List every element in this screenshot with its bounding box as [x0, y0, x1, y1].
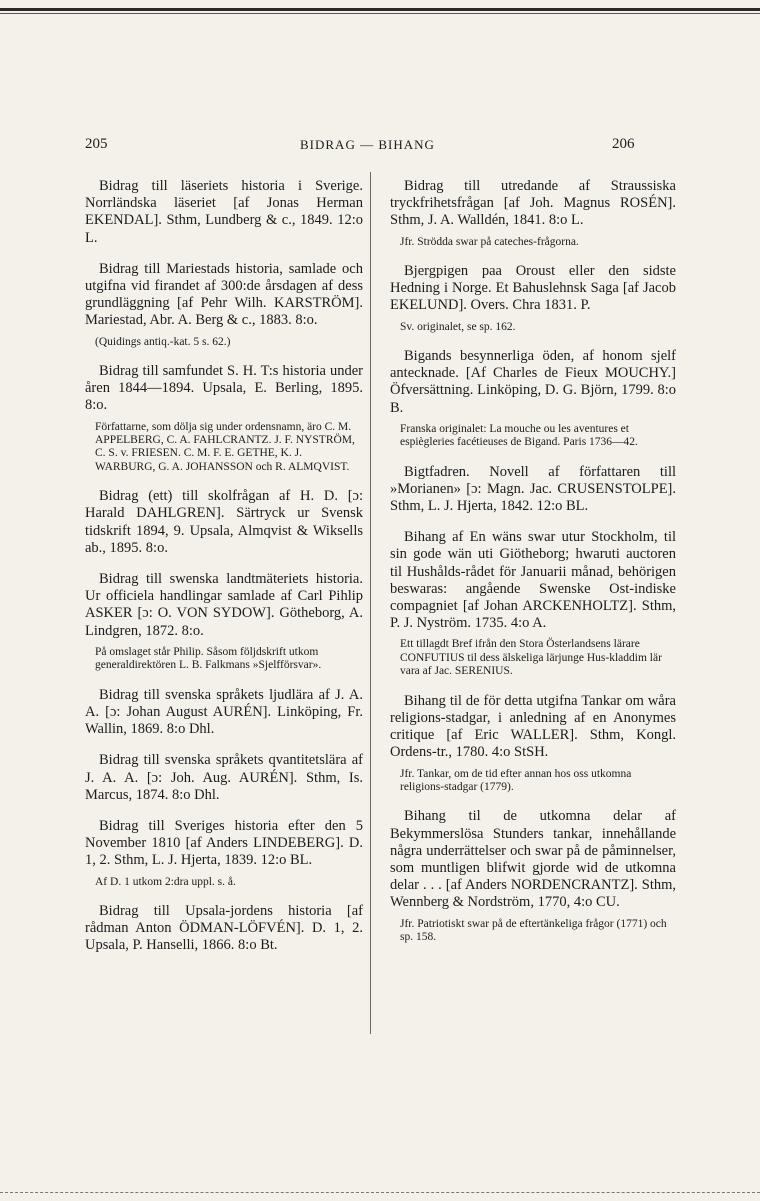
top-rule	[0, 8, 760, 11]
entry-text: Bidrag (ett) till skolfrågan af H. D. [ɔ: Harald DAHLGREN]. Särtryck ur Svensk tidskrift 1894, 9. Upsala, Almqvist & Wiksells ab., 1895. 8:o.	[85, 488, 363, 556]
entry-text: Bigtfadren. Novell af författaren till »Morianen» [ɔ: Magn. Jac. CRUSENSTOLPE]. Sthm, L. J. Hjerta, 1842. 12:o BL.	[390, 463, 676, 515]
bottom-rule	[0, 1192, 760, 1194]
entry-gap	[390, 450, 676, 464]
page-header	[0, 136, 760, 156]
entry-gap	[390, 515, 676, 529]
bibliography-entry	[390, 529, 676, 678]
bibliography-entry	[85, 178, 363, 247]
entry-gap	[85, 804, 363, 818]
running-title: BIDRAG — BIHANG	[300, 137, 435, 152]
bibliography-entry	[390, 464, 676, 516]
entry-gap	[85, 738, 363, 752]
entry-text: Bidrag till samfundet S. H. T:s historia under åren 1844—1894. Upsala, E. Berling, 1895. 8:o.	[85, 363, 363, 414]
bibliography-entry	[85, 752, 363, 804]
bibliography-entry	[390, 693, 676, 795]
entry-note: På omslaget står Philip. Såsom följdskrift utkom generaldirektören L. B. Falkmans »Sjelfförsvar».	[95, 645, 322, 672]
entry-note: (Quidings antiq.-kat. 5 s. 62.)	[95, 335, 231, 348]
entry-note: Författarne, som dölja sig under ordensnamn, äro C. M. APPELBERG, C. A. FAHLCRANTZ. J. F. NYSTRÖM, C. S. v. FRIESEN. C. M. F. E. GETHE, K. J. WARBURG, G. A. JOHANSSON och R. ALMQVIST.	[95, 420, 355, 473]
left-column	[85, 178, 363, 955]
entry-gap	[390, 794, 676, 808]
entry-gap	[85, 349, 363, 363]
bibliography-entry	[390, 178, 676, 249]
entry-note: Ett tillagdt Bref ifrån den Stora Österlandsens lärare CONFUTIUS til dess älskeliga lärjunge Hus-kladdim lär vara af Jac. SERENIUS.	[400, 638, 662, 678]
entry-gap	[85, 673, 363, 687]
bibliography-entry	[390, 263, 676, 334]
bibliography-entry	[390, 348, 676, 450]
entry-gap	[85, 557, 363, 571]
entry-gap	[85, 889, 363, 903]
bibliography-entry	[85, 818, 363, 889]
column-divider	[370, 172, 371, 1034]
bibliography-entry	[85, 571, 363, 673]
entry-text: Bidrag till Sveriges historia efter den 5 November 1810 [af Anders LINDEBERG]. D. 1, 2. Sthm, L. J. Hjerta, 1839. 12:o BL.	[85, 817, 363, 869]
right-column	[390, 178, 676, 944]
entry-text: Bihang af En wäns swar utur Stockholm, til sin gode wän uti Giötheborg; hwaruti auctoren til Hushålds-rådet för Januarii månad, behörigen beswaras: angående Swenske Ost-indiske compagniet [af Johan ARCKENHOLTZ]. Sthm, P. J. Nyström. 1735. 4:o A.	[390, 529, 676, 632]
bibliography-entry	[85, 363, 363, 474]
entry-text: Bjergpigen paa Oroust eller den sidste Hedning i Norge. Et Bahuslehnsk Saga [af Jacob EKELUND]. Overs. Chra 1831. P.	[390, 263, 676, 314]
entry-text: Bidrag till swenska landtmäteriets historia. Ur officiela handlingar samlade af Carl Pihlip ASKER [ɔ: O. VON SYDOW]. Götheborg, A. Lindgren, 1872. 8:o.	[85, 571, 363, 639]
entry-text: Bidrag till svenska språkets ljudlära af J. A. A. [ɔ: Johan August AURÉN]. Linköping, Fr. Wallin, 1869. 8:o Dhl.	[85, 686, 363, 738]
entry-text: Bihang til de utkomna delar af Bekymmerslösa Stunders tankar, innehållande några underrättelser och swar på de påminnelser, som muntligen blifwit gjorde wid de utkomna delar . . . [af Anders NORDENCRANTZ]. Sthm, Wennberg & Nordström, 1770, 4:o CU.	[390, 808, 676, 911]
bibliography-entry	[85, 687, 363, 739]
entry-gap	[390, 679, 676, 693]
page-number-left: 205	[85, 136, 108, 152]
bibliography-entry	[85, 261, 363, 349]
entry-text: Bigands besynnerliga öden, af honom sjelf antecknade. [Af Charles de Fieux MOUCHY.] Öfversättning. Linköping, D. G. Björn, 1799. 8:o B.	[390, 348, 676, 416]
entry-text: Bidrag till utredande af Straussiska tryckfrihetsfrågan [af Joh. Magnus ROSÉN]. Sthm, J. A. Walldén, 1841. 8:o L.	[390, 178, 676, 229]
entry-note: Jfr. Tankar, om de tid efter annan hos oss utkomna religions-stadgar (1779).	[400, 767, 632, 793]
entry-note: Af D. 1 utkom 2:dra uppl. s. å.	[95, 875, 236, 888]
entry-gap	[390, 249, 676, 263]
entry-gap	[85, 474, 363, 488]
bibliography-entry	[390, 808, 676, 944]
entry-text: Bidrag till läseriets historia i Sverige. Norrländska läseriet [af Jonas Herman EKENDAL]. Sthm, Lundberg & c., 1849. 12:o L.	[85, 178, 363, 246]
entry-gap	[390, 334, 676, 348]
entry-text: Bidrag till Upsala-jordens historia [af rådman Anton ÖDMAN-LÖFVÉN]. D. 1, 2. Upsala, P. Hanselli, 1866. 8:o Bt.	[85, 902, 363, 954]
page-number-right: 206	[612, 136, 635, 152]
entry-note: Sv. originalet, se sp. 162.	[400, 320, 516, 333]
entry-note: Franska originalet: La mouche ou les aventures et espiègleries facétieuses de Bigand. Paris 1736—42.	[400, 422, 638, 449]
entry-note: Jfr. Strödda swar på cateches-frågorna.	[400, 235, 579, 248]
top-rule-thin	[0, 13, 760, 14]
bibliography-entry	[85, 488, 363, 557]
entry-text: Bidrag till Mariestads historia, samlade och utgifna vid firandet af 300:de årsdagen af dess grundläggning [af Pehr Wilh. KARSTRÖM]. Mariestad, Abr. A. Berg & c., 1883. 8:o.	[85, 260, 363, 329]
entry-text: Bihang til de för detta utgifna Tankar om wåra religions-stadgar, i anledning af en Anonymes critique [af Eric WALLER]. Sthm, Kongl. Ordens-tr., 1780. 4:o StSH.	[390, 692, 676, 761]
entry-gap	[85, 247, 363, 261]
entry-note: Jfr. Patriotiskt swar på de eftertänkeliga frågor (1771) och sp. 158.	[400, 917, 667, 943]
entry-text: Bidrag till svenska språkets qvantitetslära af J. A. A. [ɔ: Joh. Aug. AURÉN]. Sthm, Is. Marcus, 1874. 8:o Dhl.	[85, 752, 363, 803]
bibliography-entry	[85, 903, 363, 955]
